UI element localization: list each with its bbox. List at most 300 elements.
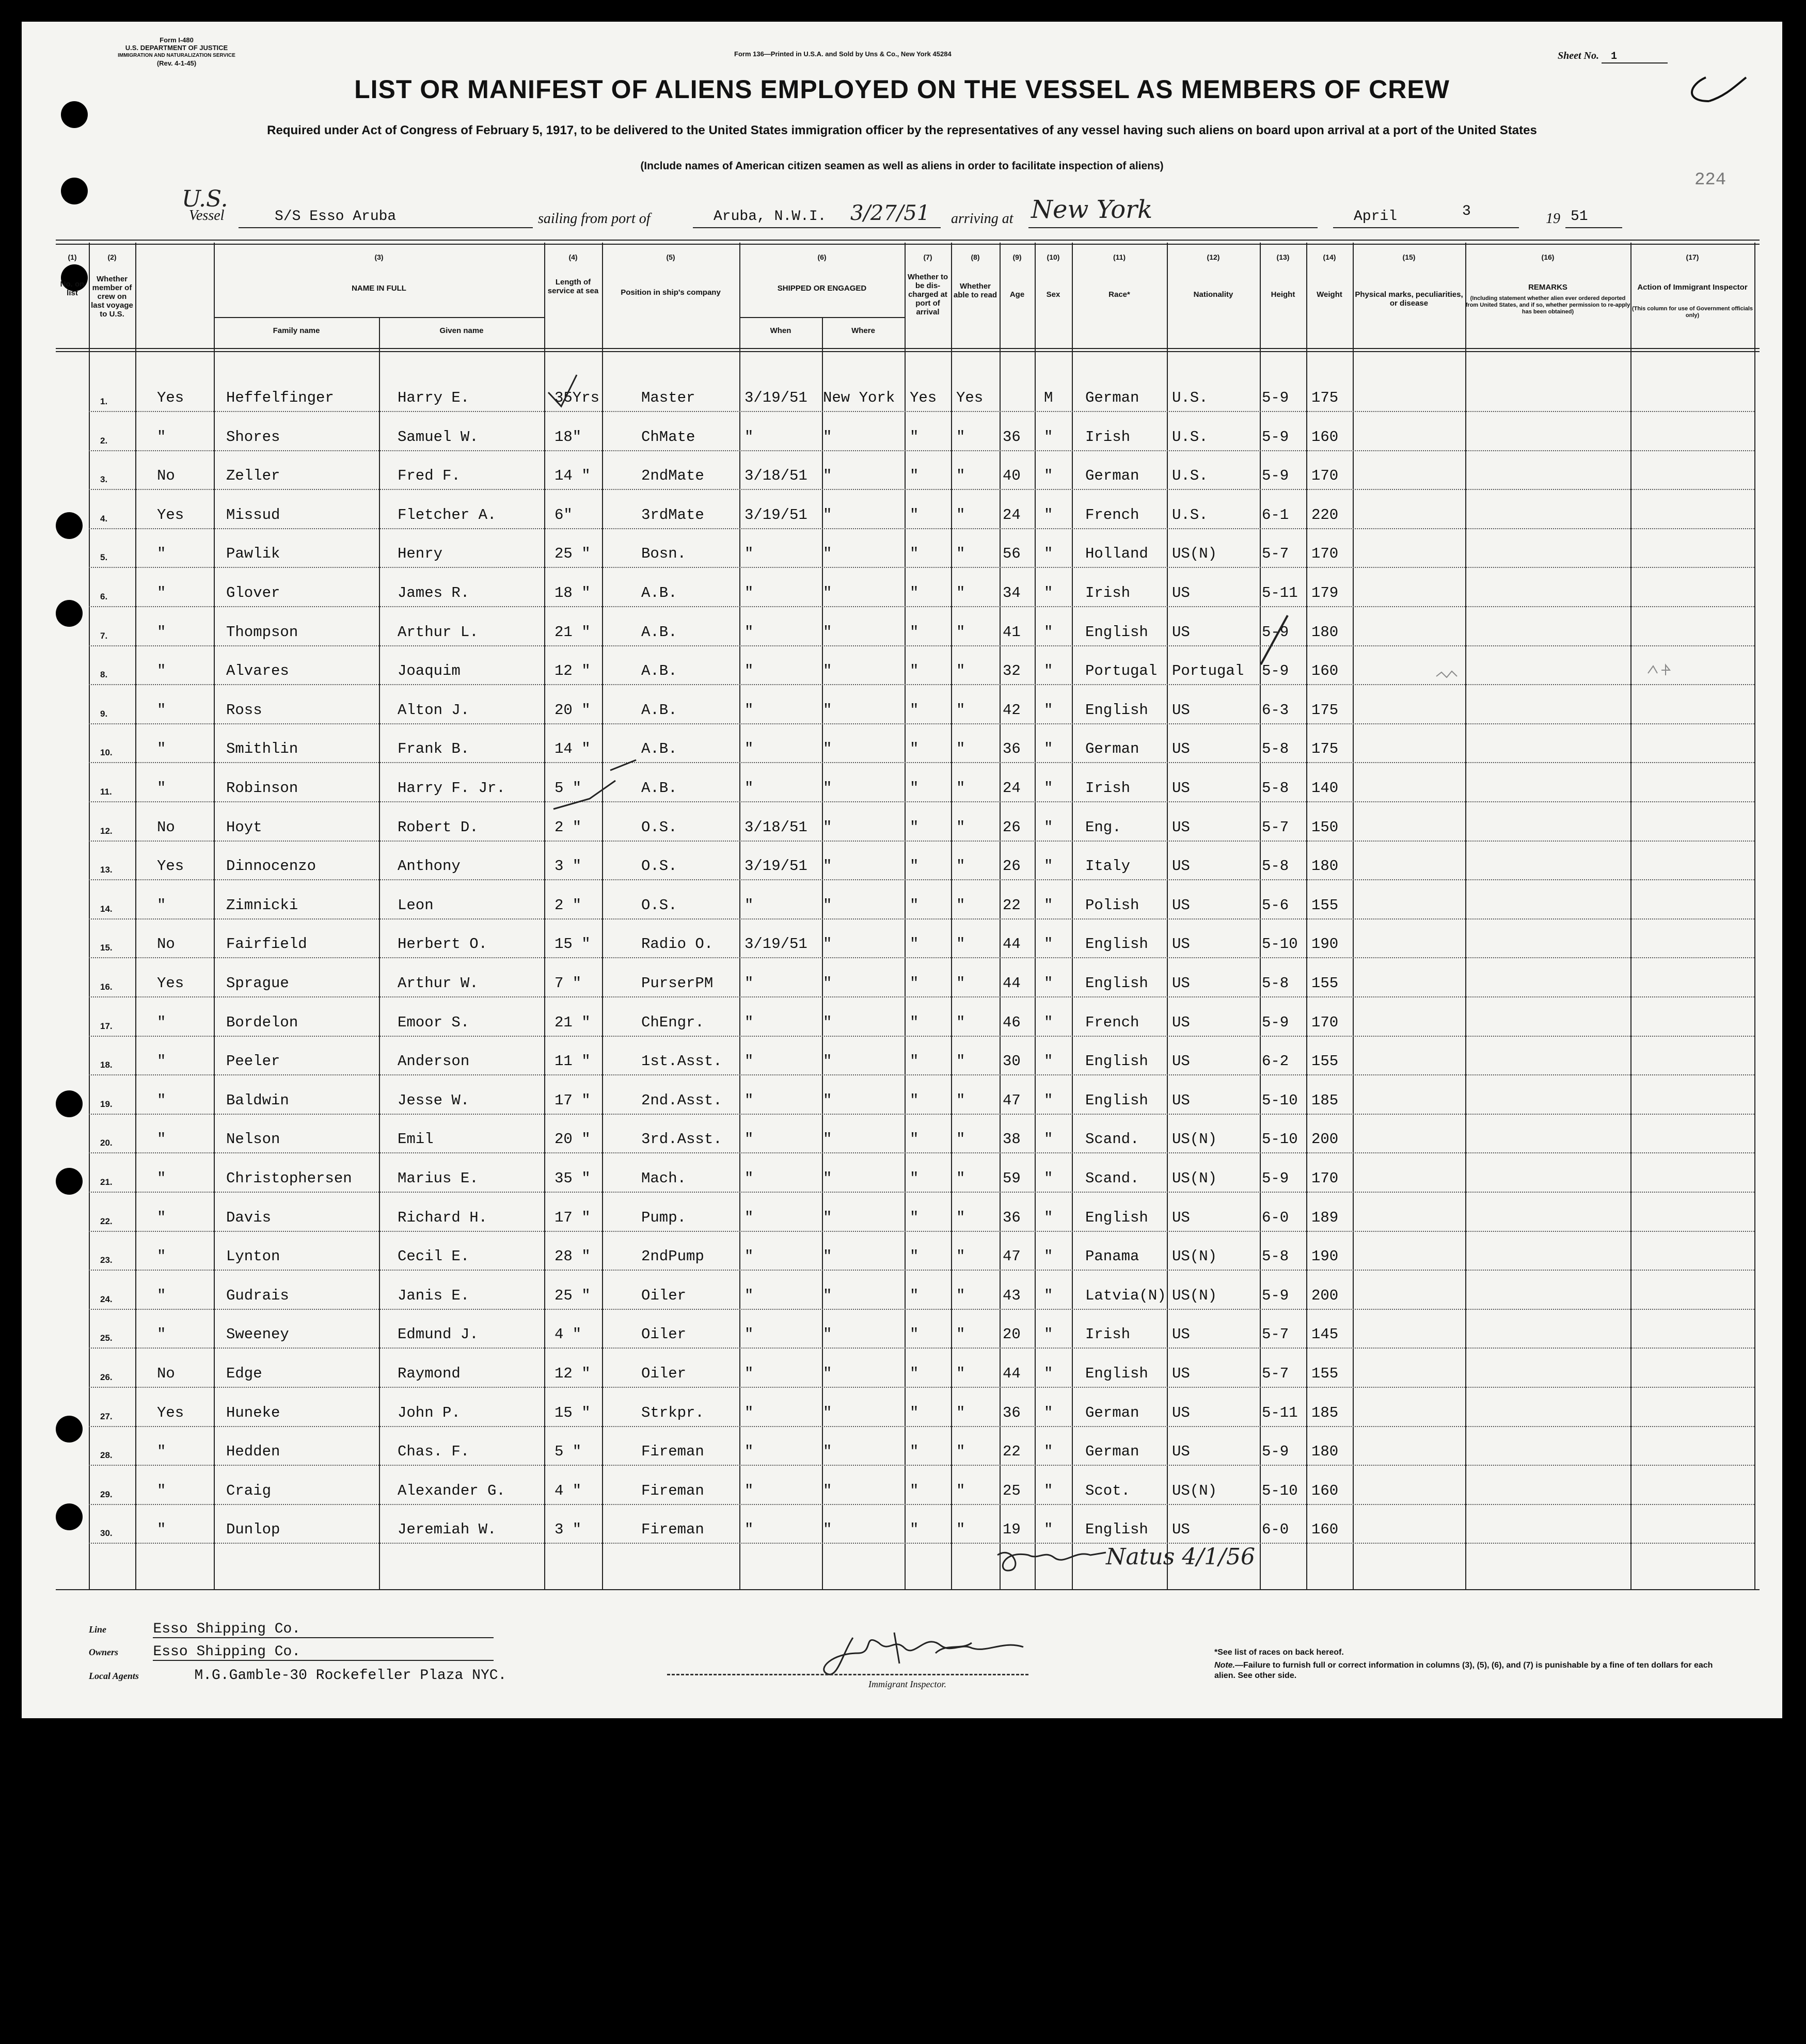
cell-nat: US — [1172, 858, 1190, 875]
cell-disch: " — [910, 662, 919, 680]
cell-family: Thompson — [226, 623, 298, 641]
cell-disch: " — [910, 467, 919, 485]
cell-service: 4 " — [555, 1326, 582, 1343]
cell-sex: " — [1044, 1131, 1053, 1148]
cell-where: " — [823, 1521, 832, 1539]
cell-last: No — [157, 818, 175, 836]
cell-family: Ross — [226, 701, 262, 719]
column-heading: SHIPPED OR ENGAGED — [777, 284, 867, 293]
column-number: (16) — [1541, 253, 1555, 261]
cell-nat: US — [1172, 1013, 1190, 1031]
cell-given: Arthur W. — [398, 975, 479, 992]
cell-sex: " — [1044, 1365, 1053, 1382]
given-name-subhead: Given name — [439, 326, 484, 335]
cell-age: 26 — [1003, 858, 1021, 875]
cell-disch: " — [910, 1287, 919, 1304]
cell-position: Strkpr. — [641, 1404, 704, 1421]
column-heading: NAME IN FULL — [352, 284, 406, 293]
cell-given: Janis E. — [398, 1287, 470, 1304]
cell-age: 44 — [1003, 975, 1021, 992]
cell-weight: 170 — [1311, 1170, 1339, 1187]
cell-read: " — [956, 1091, 965, 1109]
cell-family: Shores — [226, 428, 280, 446]
cell-sex: " — [1044, 1248, 1053, 1265]
cell-no: 3. — [100, 474, 108, 485]
cell-no: 29. — [100, 1489, 113, 1499]
cell-position: Oiler — [641, 1287, 687, 1304]
cell-family: Edge — [226, 1365, 262, 1382]
column-heading: Whether member of crew on last voyage to U.S. — [91, 275, 133, 319]
arrival-year: 51 — [1571, 209, 1588, 225]
cell-race: English — [1085, 936, 1148, 953]
cell-family: Fairfield — [226, 936, 307, 953]
cell-last: " — [157, 1326, 166, 1343]
cell-no: 4. — [100, 513, 108, 524]
cell-sex: " — [1044, 818, 1053, 836]
cell-family: Bordelon — [226, 1013, 298, 1031]
cell-disch: " — [910, 1248, 919, 1265]
cell-age: 36 — [1003, 740, 1021, 758]
cell-height: 5-9 — [1262, 1013, 1289, 1031]
cell-nat: U.S. — [1172, 428, 1208, 446]
cell-last: " — [157, 1443, 166, 1461]
cell-service: 35 " — [555, 1170, 591, 1187]
cell-where: " — [823, 506, 832, 524]
cell-last: " — [157, 1013, 166, 1031]
cell-last: " — [157, 584, 166, 601]
cell-last: Yes — [157, 975, 184, 992]
cell-height: 5-7 — [1262, 545, 1289, 563]
cell-position: 2nd.Asst. — [641, 1091, 722, 1109]
cell-age: 26 — [1003, 818, 1021, 836]
cell-position: 2ndPump — [641, 1248, 704, 1265]
cell-age: 47 — [1003, 1248, 1021, 1265]
agents-value: M.G.Gamble-30 Rockefeller Plaza NYC. — [194, 1668, 507, 1684]
cell-no: 15. — [100, 943, 113, 953]
cell-race: Latvia(N) — [1085, 1287, 1166, 1304]
cell-family: Hoyt — [226, 818, 262, 836]
arrival-month: April — [1354, 209, 1398, 225]
cell-given: James R. — [398, 584, 470, 601]
cell-position: Mach. — [641, 1170, 687, 1187]
cell-nat: US — [1172, 1209, 1190, 1226]
cell-last: " — [157, 1521, 166, 1539]
cell-where: " — [823, 975, 832, 992]
cell-race: Holland — [1085, 545, 1148, 563]
column-heading: Position in ship's company — [621, 288, 721, 297]
vessel-name: S/S Esso Aruba — [275, 209, 397, 225]
cell-service: 5 " — [555, 780, 582, 797]
cell-disch: " — [910, 740, 919, 758]
cell-service: 11 " — [555, 1053, 591, 1070]
line-field — [89, 1621, 494, 1638]
cell-last: Yes — [157, 858, 184, 875]
cell-nat: US — [1172, 701, 1190, 719]
cell-race: German — [1085, 467, 1139, 485]
cell-nat: U.S. — [1172, 506, 1208, 524]
cell-where: " — [823, 858, 832, 875]
cell-read: " — [956, 1013, 965, 1031]
cell-last: Yes — [157, 389, 184, 406]
form-revision: (Rev. 4-1-45) — [156, 59, 197, 67]
cell-age: 32 — [1003, 662, 1021, 680]
cell-no: 13. — [100, 865, 113, 875]
cell-race: German — [1085, 389, 1139, 406]
cell-sex: " — [1044, 584, 1053, 601]
cell-when: " — [744, 1209, 754, 1226]
cell-service: 17 " — [555, 1209, 591, 1226]
column-number: (3) — [374, 253, 384, 261]
cell-age: 40 — [1003, 467, 1021, 485]
table-bottom-rule — [56, 1589, 1760, 1590]
cell-race: French — [1085, 506, 1139, 524]
cell-height: 5-9 — [1262, 623, 1289, 641]
cell-height: 5-8 — [1262, 740, 1289, 758]
cell-weight: 220 — [1311, 506, 1339, 524]
cell-where: " — [823, 1170, 832, 1187]
cell-where: " — [823, 1326, 832, 1343]
cell-when: " — [744, 701, 754, 719]
cell-where: " — [823, 545, 832, 563]
cell-weight: 155 — [1311, 896, 1339, 914]
cell-no: 1. — [100, 397, 108, 406]
arrival-day: 3 — [1462, 203, 1471, 219]
form-number: Form I-480 — [160, 36, 194, 44]
remarks-note: (Including statement whether alien ever ordered deported from United States, and if so, whether permission to re-apply has been obtained) — [1465, 295, 1630, 315]
cell-read: " — [956, 1404, 965, 1421]
cell-read: " — [956, 1209, 965, 1226]
cell-sex: " — [1044, 1287, 1053, 1304]
cell-nat: US — [1172, 740, 1190, 758]
cell-weight: 160 — [1311, 428, 1339, 446]
cell-height: 5-8 — [1262, 1248, 1289, 1265]
cell-last: " — [157, 1091, 166, 1109]
cell-race: English — [1085, 975, 1148, 992]
cell-read: " — [956, 1248, 965, 1265]
where-subhead: Where — [851, 326, 875, 335]
cell-sex: " — [1044, 896, 1053, 914]
cell-service: 14 " — [555, 740, 591, 758]
cell-service: 18" — [555, 428, 582, 446]
cell-race: Scand. — [1085, 1131, 1139, 1148]
cell-height: 6-0 — [1262, 1209, 1289, 1226]
cell-no: 27. — [100, 1411, 113, 1421]
cell-when: " — [744, 1287, 754, 1304]
sheet-label: Sheet No. — [1558, 50, 1599, 61]
cell-family: Dinnocenzo — [226, 858, 316, 875]
cell-sex: " — [1044, 623, 1053, 641]
column-number: (6) — [817, 253, 827, 261]
cell-nat: US — [1172, 818, 1190, 836]
cell-weight: 175 — [1311, 740, 1339, 758]
cell-weight: 185 — [1311, 1404, 1339, 1421]
cell-read: " — [956, 936, 965, 953]
cell-nat: US — [1172, 1365, 1190, 1382]
cell-last: " — [157, 1053, 166, 1070]
cell-last: " — [157, 662, 166, 680]
cell-sex: " — [1044, 1521, 1053, 1539]
cell-weight: 160 — [1311, 1521, 1339, 1539]
family-name-subhead: Family name — [273, 326, 320, 335]
cell-where: " — [823, 936, 832, 953]
cell-weight: 200 — [1311, 1131, 1339, 1148]
cell-position: A.B. — [641, 780, 677, 797]
column-number: (5) — [666, 253, 675, 261]
cell-weight: 170 — [1311, 545, 1339, 563]
cell-no: 7. — [100, 630, 108, 641]
cell-race: Scot. — [1085, 1482, 1131, 1499]
cell-height: 5-9 — [1262, 1287, 1289, 1304]
cell-position: A.B. — [641, 701, 677, 719]
cell-sex: " — [1044, 1482, 1053, 1499]
column-number: (11) — [1113, 253, 1126, 261]
cell-family: Hedden — [226, 1443, 280, 1461]
cell-race: Eng. — [1085, 818, 1121, 836]
cell-disch: " — [910, 506, 919, 524]
cell-where: " — [823, 1482, 832, 1499]
cell-height: 5-11 — [1262, 584, 1298, 601]
cell-sex: " — [1044, 1091, 1053, 1109]
cell-position: Fireman — [641, 1521, 704, 1539]
column-number: (17) — [1686, 253, 1699, 261]
cell-height: 5-7 — [1262, 1365, 1289, 1382]
cell-where: " — [823, 467, 832, 485]
cell-when: " — [744, 1131, 754, 1148]
cell-service: 14 " — [555, 467, 591, 485]
cell-given: Raymond — [398, 1365, 461, 1382]
column-number: (8) — [971, 253, 980, 261]
cell-disch: " — [910, 1053, 919, 1070]
cell-family: Davis — [226, 1209, 272, 1226]
cell-height: 5-10 — [1262, 1091, 1298, 1109]
cell-last: No — [157, 467, 175, 485]
cell-given: Henry — [398, 545, 443, 563]
cell-given: Leon — [398, 896, 434, 914]
cell-position: O.S. — [641, 896, 677, 914]
cell-when: " — [744, 1443, 754, 1461]
cell-when: " — [744, 1365, 754, 1382]
cell-sex: " — [1044, 858, 1053, 875]
departure-date: 3/27/51 — [850, 201, 930, 225]
cell-race: Panama — [1085, 1248, 1139, 1265]
cell-when: 3/19/51 — [744, 858, 807, 875]
cell-where: " — [823, 1131, 832, 1148]
cell-read: " — [956, 1170, 965, 1187]
cell-age: 44 — [1003, 1365, 1021, 1382]
cell-when: " — [744, 1053, 754, 1070]
cell-disch: " — [910, 858, 919, 875]
cell-family: Alvares — [226, 662, 289, 680]
cell-given: Robert D. — [398, 818, 479, 836]
cell-position: Master — [641, 389, 695, 406]
cell-service: 5 " — [555, 1443, 582, 1461]
cell-given: Fletcher A. — [398, 506, 497, 524]
cell-no: 11. — [100, 787, 112, 797]
cell-height: 5-10 — [1262, 1131, 1298, 1148]
column-heading: Height — [1271, 290, 1295, 299]
cell-sex: " — [1044, 1053, 1053, 1070]
cell-given: Alexander G. — [398, 1482, 505, 1499]
cell-age: 24 — [1003, 780, 1021, 797]
penalty-note — [1214, 1660, 1720, 1681]
cell-given: Chas. F. — [398, 1443, 470, 1461]
cell-position: Fireman — [641, 1482, 704, 1499]
cell-age: 38 — [1003, 1131, 1021, 1148]
column-heading: Whether to be dis-charged at port of arrival — [907, 273, 948, 316]
owners-value: Esso Shipping Co. — [153, 1644, 494, 1661]
cell-given: Joaquim — [398, 662, 461, 680]
cell-age: 34 — [1003, 584, 1021, 601]
cell-no: 6. — [100, 592, 108, 601]
cell-age: 22 — [1003, 1443, 1021, 1461]
cell-no: 14. — [100, 904, 113, 914]
cell-height: 6-3 — [1262, 701, 1289, 719]
cell-where: " — [823, 662, 832, 680]
cell-race: Irish — [1085, 428, 1131, 446]
cell-where: " — [823, 1209, 832, 1226]
cell-when: 3/18/51 — [744, 467, 807, 485]
cell-height: 5-10 — [1262, 936, 1298, 953]
cell-disch: " — [910, 545, 919, 563]
page-title: LIST OR MANIFEST OF ALIENS EMPLOYED ON THE VESSEL AS MEMBERS OF CREW — [354, 75, 1450, 104]
cell-race: German — [1085, 1443, 1139, 1461]
cell-given: Herbert O. — [398, 936, 488, 953]
column-number: (4) — [568, 253, 578, 261]
cell-nat: Portugal — [1172, 662, 1244, 680]
cell-service: 25 " — [555, 545, 591, 563]
cell-weight: 180 — [1311, 858, 1339, 875]
cell-service: 15 " — [555, 1404, 591, 1421]
cell-given: Cecil E. — [398, 1248, 470, 1265]
cell-read: " — [956, 506, 965, 524]
cell-weight: 189 — [1311, 1209, 1339, 1226]
cell-read: " — [956, 1326, 965, 1343]
cell-service: 6" — [555, 506, 573, 524]
cell-where: " — [823, 1091, 832, 1109]
column-heading: Race* — [1108, 290, 1130, 299]
cell-where: " — [823, 1248, 832, 1265]
cell-height: 5-9 — [1262, 1443, 1289, 1461]
cell-last: " — [157, 740, 166, 758]
cell-sex: " — [1044, 780, 1053, 797]
cell-when: " — [744, 1326, 754, 1343]
cell-where: " — [823, 1287, 832, 1304]
cell-when: " — [744, 1521, 754, 1539]
cell-weight: 180 — [1311, 623, 1339, 641]
cell-where: " — [823, 1053, 832, 1070]
cell-no: 24. — [100, 1294, 113, 1304]
cell-height: 6-0 — [1262, 1521, 1289, 1539]
cell-nat: US — [1172, 975, 1190, 992]
cell-last: " — [157, 545, 166, 563]
cell-family: Smithlin — [226, 740, 298, 758]
cell-weight: 155 — [1311, 975, 1339, 992]
cell-sex: " — [1044, 1209, 1053, 1226]
note-label: Note. — [1214, 1661, 1235, 1670]
cell-when: " — [744, 1248, 754, 1265]
cell-position: ChMate — [641, 428, 695, 446]
cell-disch: " — [910, 780, 919, 797]
cell-weight: 200 — [1311, 1287, 1339, 1304]
cell-when: " — [744, 1170, 754, 1187]
cell-last: No — [157, 936, 175, 953]
cell-read: " — [956, 896, 965, 914]
cell-nat: US — [1172, 1091, 1190, 1109]
cell-nat: US — [1172, 936, 1190, 953]
cell-weight: 160 — [1311, 662, 1339, 680]
cell-where: " — [823, 780, 832, 797]
cell-family: Heffelfinger — [226, 389, 334, 406]
cell-race: Scand. — [1085, 1170, 1139, 1187]
cell-given: John P. — [398, 1404, 461, 1421]
cell-service: 3 " — [555, 858, 582, 875]
stamp-number: 224 — [1694, 170, 1726, 190]
cell-height: 5-7 — [1262, 1326, 1289, 1343]
cell-race: English — [1085, 1209, 1148, 1226]
when-subhead: When — [770, 326, 791, 335]
cell-where: " — [823, 1443, 832, 1461]
races-note: *See list of races on back hereof. — [1214, 1648, 1344, 1657]
include-note: (Include names of American citizen seamen as well as aliens in order to facilitate inspection of aliens) — [640, 160, 1164, 172]
cell-no: 21. — [100, 1177, 113, 1187]
cell-race: Italy — [1085, 858, 1131, 875]
cell-height: 5-10 — [1262, 1482, 1298, 1499]
cell-race: English — [1085, 623, 1148, 641]
cell-when: 3/19/51 — [744, 506, 807, 524]
service-name: IMMIGRATION AND NATURALIZATION SERVICE — [118, 53, 235, 58]
cell-service: 12 " — [555, 1365, 591, 1382]
owners-label: Owners — [89, 1647, 119, 1657]
cell-given: Anthony — [398, 858, 461, 875]
cell-position: O.S. — [641, 818, 677, 836]
cell-given: Harry E. — [398, 389, 470, 406]
cell-position: Oiler — [641, 1326, 687, 1343]
cell-height: 5-7 — [1262, 818, 1289, 836]
cell-read: " — [956, 1443, 965, 1461]
cell-last: Yes — [157, 1404, 184, 1421]
cell-family: Peeler — [226, 1053, 280, 1070]
cell-family: Missud — [226, 506, 280, 524]
cell-family: Zimnicki — [226, 896, 298, 914]
cell-last: " — [157, 1287, 166, 1304]
cell-service: 12 " — [555, 662, 591, 680]
cell-when: " — [744, 740, 754, 758]
cell-no: 12. — [100, 826, 113, 836]
sailing-label: sailing from port of — [538, 211, 651, 227]
column-heading: Nationality — [1193, 290, 1233, 299]
cell-disch: " — [910, 1170, 919, 1187]
cell-disch: " — [910, 1209, 919, 1226]
cell-when: " — [744, 545, 754, 563]
line-value: Esso Shipping Co. — [153, 1621, 494, 1638]
cell-disch: " — [910, 1013, 919, 1031]
cell-given: Jesse W. — [398, 1091, 470, 1109]
cell-disch: " — [910, 896, 919, 914]
cell-when: " — [744, 780, 754, 797]
cell-position: ChEngr. — [641, 1013, 704, 1031]
cell-read: " — [956, 975, 965, 992]
cell-age: 56 — [1003, 545, 1021, 563]
cell-when: " — [744, 584, 754, 601]
cell-disch: " — [910, 936, 919, 953]
cell-when: " — [744, 1482, 754, 1499]
column-number: (14) — [1323, 253, 1336, 261]
cell-age: 36 — [1003, 1404, 1021, 1421]
cell-service: 2 " — [555, 818, 582, 836]
printer-line: Form 136—Printed in U.S.A. and Sold by Uns & Co., New York 45284 — [734, 50, 952, 58]
action-note: (This column for use of Government officials only) — [1631, 306, 1753, 319]
cell-disch: " — [910, 818, 919, 836]
